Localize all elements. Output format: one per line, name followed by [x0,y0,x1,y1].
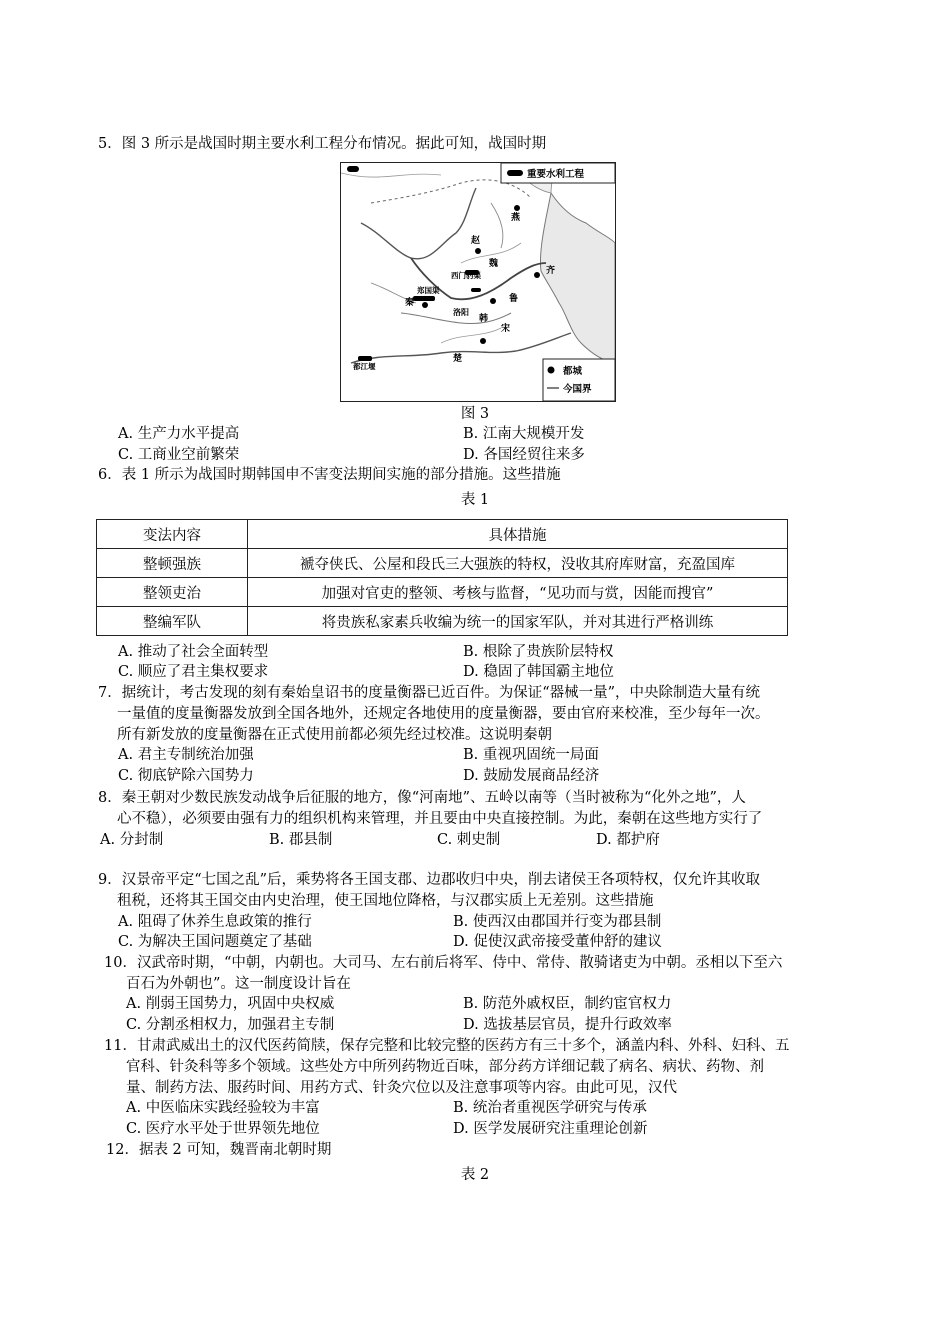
table-caption: 表 2 [460,1167,490,1183]
q5-option-b[interactable]: B. 江南大规模开发 [463,426,585,442]
q6-option-d[interactable]: D. 稳固了韩国霸主地位 [463,664,614,680]
map-label: 鲁 [509,294,519,304]
reform-table [96,519,788,636]
q12-stem: 12．据表 2 可知，魏晋南北朝时期 [106,1142,332,1158]
map-label: 楚 [453,354,463,364]
q8-stem-line1: 8．秦王朝对少数民族发动战争后征服的地方，像“河南地”、五岭以南等（当时被称为“化外之地”，人 [98,790,746,806]
table-header: 变法内容 [97,520,248,549]
q8-option-c[interactable]: C. 刺史制 [437,832,501,848]
q6-option-b[interactable]: B. 根除了贵族阶层特权 [463,644,614,660]
map-drawing [341,163,615,401]
q8-stem-line2: 心不稳），必须要由强有力的组织机构来管理，并且要由中央直接控制。为此，秦朝在这些地方实行了 [117,811,763,827]
table-row [97,578,788,607]
q7-option-b[interactable]: B. 重视巩固统一局面 [463,747,599,763]
q9-option-a[interactable]: A. 阻碍了休养生息政策的推行 [118,914,312,930]
q11-option-d[interactable]: D. 医学发展研究注重理论创新 [453,1121,648,1137]
q5-option-d[interactable]: D. 各国经贸往来多 [463,447,585,463]
q9-option-d[interactable]: D. 促使汉武帝接受董仲舒的建议 [453,934,662,950]
q8-option-a[interactable]: A. 分封制 [100,832,164,848]
q11-stem-line3: 量、制药方法、服药时间、用药方式、针灸穴位以及注意事项等内容。由此可见，汉代 [126,1080,677,1096]
map-label: 洛阳 [453,308,469,317]
q9-stem-line2: 租税，还将其王国交由内史治理，使王国地位降格，与汉郡实质上无差别。这些措施 [117,893,654,909]
q9-option-b[interactable]: B. 使西汉由郡国并行变为郡县制 [453,914,662,930]
map-label: 郑国渠 [417,286,440,295]
warring-states-map [340,162,616,402]
map-label: 赵 [471,236,481,246]
q10-option-b[interactable]: B. 防范外戚权臣，制约宦官权力 [463,996,672,1012]
map-label: 燕 [511,213,521,223]
q7-stem-line1: 7．据统计，考古发现的刻有秦始皇诏书的度量衡器已近百件。为保证“器械一量”，中央除制造大量有统 [98,685,761,701]
table-cell: 整领吏治 [97,578,248,607]
q7-option-d[interactable]: D. 鼓励发展商品经济 [463,768,600,784]
q10-option-c[interactable]: C. 分割丞相权力，加强君主专制 [126,1017,335,1033]
table-cell: 整顿强族 [97,549,248,578]
q6-option-c[interactable]: C. 顺应了君主集权要求 [118,664,269,680]
q8-option-d[interactable]: D. 都护府 [596,832,660,848]
q7-option-c[interactable]: C. 彻底铲除六国势力 [118,768,254,784]
q5-option-c[interactable]: C. 工商业空前繁荣 [118,447,240,463]
q5-option-a[interactable]: A. 生产力水平提高 [118,426,240,442]
q11-stem-line2: 官科、针灸科等多个领域。这些处方中所列药物近百味，部分药方详细记载了病名、病状、药物、剂 [126,1059,764,1075]
q9-stem-line1: 9．汉景帝平定“七国之乱”后，乘势将各王国支郡、边郡收归中央，削去诸侯王各项特权，仅允许其收取 [98,872,761,888]
map-label: 魏 [489,259,499,269]
table-row [97,549,788,578]
q7-stem-line2: 一量值的度量衡器发放到全国各地外，还规定各地使用的度量衡器，要由官府来校准，至少每年一次。 [117,706,770,722]
q7-option-a[interactable]: A. 君主专制统治加强 [118,747,254,763]
legend-capital: 都城 [563,366,583,377]
q6-option-a[interactable]: A. 推动了社会全面转型 [118,644,269,660]
legend-project: 重要水利工程 [527,169,585,180]
table-cell: 将贵族私家素兵收编为统一的国家军队，并对其进行严格训练 [248,607,788,636]
table-caption: 表 1 [460,492,490,508]
map-label: 齐 [546,266,556,276]
table-cell: 褫夺侠氏、公屋和段氏三大强族的特权，没收其府库财富，充盈国库 [248,549,788,578]
q5-stem: 5．图 3 所示是战国时期主要水利工程分布情况。据此可知，战国时期 [98,136,547,152]
q10-stem-line2: 百石为外朝也”。这一制度设计旨在 [126,976,351,992]
map-label: 西门豹渠 [451,271,481,280]
map-label: 秦 [405,298,415,308]
q9-option-c[interactable]: C. 为解决王国问题奠定了基础 [118,934,312,950]
q7-stem-line3: 所有新发放的度量衡器在正式使用前都必须先经过校准。这说明秦朝 [117,727,552,743]
q10-stem-line1: 10．汉武帝时期，“中朝，内朝也。大司马、左右前后将军、侍中、常侍、散骑诸吏为中朝。丞相以下至六 [104,955,783,971]
map-label: 都江堰 [353,362,376,371]
q11-stem-line1: 11．甘肃武威出土的汉代医药简牍，保存完整和比较完整的医药方有三十多个，涵盖内科、外科、妇科、五 [104,1038,790,1054]
q11-option-c[interactable]: C. 医疗水平处于世界领先地位 [126,1121,320,1137]
map-label: 韩 [479,314,489,324]
q6-stem: 6．表 1 所示为战国时期韩国申不害变法期间实施的部分措施。这些措施 [98,467,561,483]
table-header: 具体措施 [248,520,788,549]
q8-option-b[interactable]: B. 郡县制 [269,832,333,848]
q11-option-a[interactable]: A. 中医临床实践经验较为丰富 [126,1100,320,1116]
q11-option-b[interactable]: B. 统治者重视医学研究与传承 [453,1100,647,1116]
table-header-row [97,520,788,549]
figure-caption: 图 3 [460,406,490,422]
map-label: 宋 [501,324,511,334]
table-row [97,607,788,636]
table-cell: 整编军队 [97,607,248,636]
table-cell: 加强对官吏的整领、考核与监督，“见功而与赏，因能而搜官” [248,578,788,607]
q10-option-a[interactable]: A. 削弱王国势力，巩固中央权威 [126,996,335,1012]
q10-option-d[interactable]: D. 选拔基层官员，提升行政效率 [463,1017,672,1033]
legend-border: 今国界 [563,384,592,395]
